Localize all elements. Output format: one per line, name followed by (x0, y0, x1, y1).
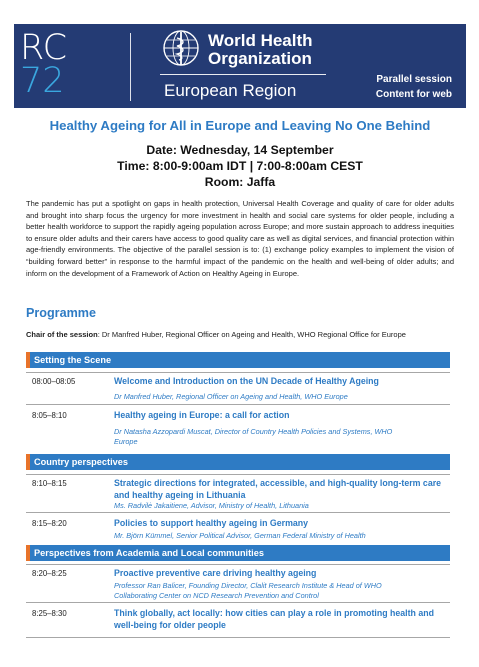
row-title (114, 478, 444, 501)
row-speaker-line: Mr. Björn Kümmel, Senior Political Advisor, German Federal Ministry of Health (114, 531, 366, 540)
chair-label: Chair of the session (26, 330, 98, 339)
programme-row (26, 602, 450, 638)
region-name: European Region (164, 81, 297, 100)
session-title: Healthy Ageing for All in Europe and Leaving No One Behind (49, 118, 431, 133)
row-speaker (114, 531, 444, 541)
programme-row (26, 404, 450, 449)
session-description: The pandemic has put a spotlight on gaps in health protection, Universal Health Coverage and quality of care for older adults and brought into sharp focus the urgency for more investment in health and social care systems for older people, including a better health workforce to support the rapidly ageing population across Europe; and more sustain approach to address inequities to ensure older adults and their carers have access to good quality care as well as digital services, and financial protection within age-friendly environments. The objective of the parallel session is to: (1) exchange policy examples to implement the vision of “building forward better” in response to the harmful impact of the pandemic on the health and well-being of older adults; and inform on the development of a Framework of Action on Healthy Ageing in Europe. (26, 199, 454, 278)
org-name-line1: World Health (208, 31, 313, 50)
row-title-line: Policies to support healthy ageing in Germany (114, 518, 309, 528)
row-speaker-line: Professor Ran Balicer, Founding Director, Clalit Research Institute & Head of WHO (114, 581, 382, 590)
session-tag-line1: Parallel session (376, 74, 452, 85)
row-time: 8:15–8:20 (32, 519, 67, 528)
row-title-line: Welcome and Introduction on the UN Decade of Healthy Ageing (114, 376, 379, 386)
row-speaker-line: Dr Natasha Azzopardi Muscat, Director of Country Health Policies and Systems, WHO (114, 427, 393, 436)
row-time: 8:05–8:10 (32, 411, 67, 420)
who-emblem-icon (161, 28, 201, 68)
programme-heading: Programme (26, 306, 96, 320)
row-time: 8:20–8:25 (32, 569, 67, 578)
programme-row (26, 512, 450, 545)
row-title (114, 518, 444, 530)
session-date: Date: Wednesday, 14 September (146, 143, 334, 157)
row-title-line: and healthy ageing in Lithuania (114, 489, 246, 500)
row-speaker (114, 501, 444, 511)
rc72-logo (20, 28, 68, 101)
rc-logo-line1: RC (20, 28, 68, 68)
row-speaker (114, 392, 444, 402)
row-speaker (114, 427, 444, 446)
row-title (114, 608, 444, 631)
row-title-line: well-being for older people (114, 619, 226, 630)
row-time: 8:25–8:30 (32, 609, 67, 618)
session-tag-line2: Content for web (375, 89, 452, 100)
header-rule (160, 74, 326, 75)
row-speaker-line: Europe (114, 436, 138, 446)
row-title-line: Think globally, act locally: how cities can play a role in promoting health and (114, 608, 435, 618)
row-title (114, 568, 444, 580)
chair-text: : Dr Manfred Huber, Regional Officer on Ageing and Health, WHO Regional Office for Europe (97, 330, 406, 339)
row-speaker-line: Dr Manfred Huber, Regional Officer on Ageing and Health, WHO Europe (114, 392, 348, 401)
session-room: Room: Jaffa (204, 175, 276, 189)
row-title-line: Strategic directions for integrated, accessible, and high-quality long-term care (114, 478, 442, 488)
row-speaker-line: Collaborating Center on NCD Research Prevention and Control (114, 590, 319, 600)
row-time: 08:00–08:05 (32, 377, 76, 386)
row-speaker (114, 581, 444, 600)
header-banner (14, 24, 466, 108)
row-time: 8:10–8:15 (32, 479, 67, 488)
org-name-line2: Organization (208, 49, 312, 68)
session-chair (26, 330, 406, 339)
programme-row (26, 474, 450, 513)
organization-name (208, 32, 313, 68)
session-time: Time: 8:00-9:00am IDT | 7:00-8:00am CEST (117, 159, 363, 173)
programme-row (26, 372, 450, 405)
row-title-line: Proactive preventive care driving healthy ageing (114, 568, 317, 578)
programme-row (26, 564, 450, 603)
row-speaker-line: Ms. Radvilė Jakaitiene, Advisor, Ministry of Health, Lithuania (114, 501, 309, 510)
row-title-line: Healthy ageing in Europe: a call for action (114, 410, 290, 420)
row-title (114, 410, 444, 422)
header-divider (130, 33, 131, 101)
rc-logo-line2: 72 (20, 61, 65, 101)
session-tag (376, 72, 452, 102)
section-header: Setting the Scene (26, 352, 450, 368)
row-title (114, 376, 444, 388)
section-header: Country perspectives (26, 454, 450, 470)
section-header: Perspectives from Academia and Local communities (26, 545, 450, 561)
